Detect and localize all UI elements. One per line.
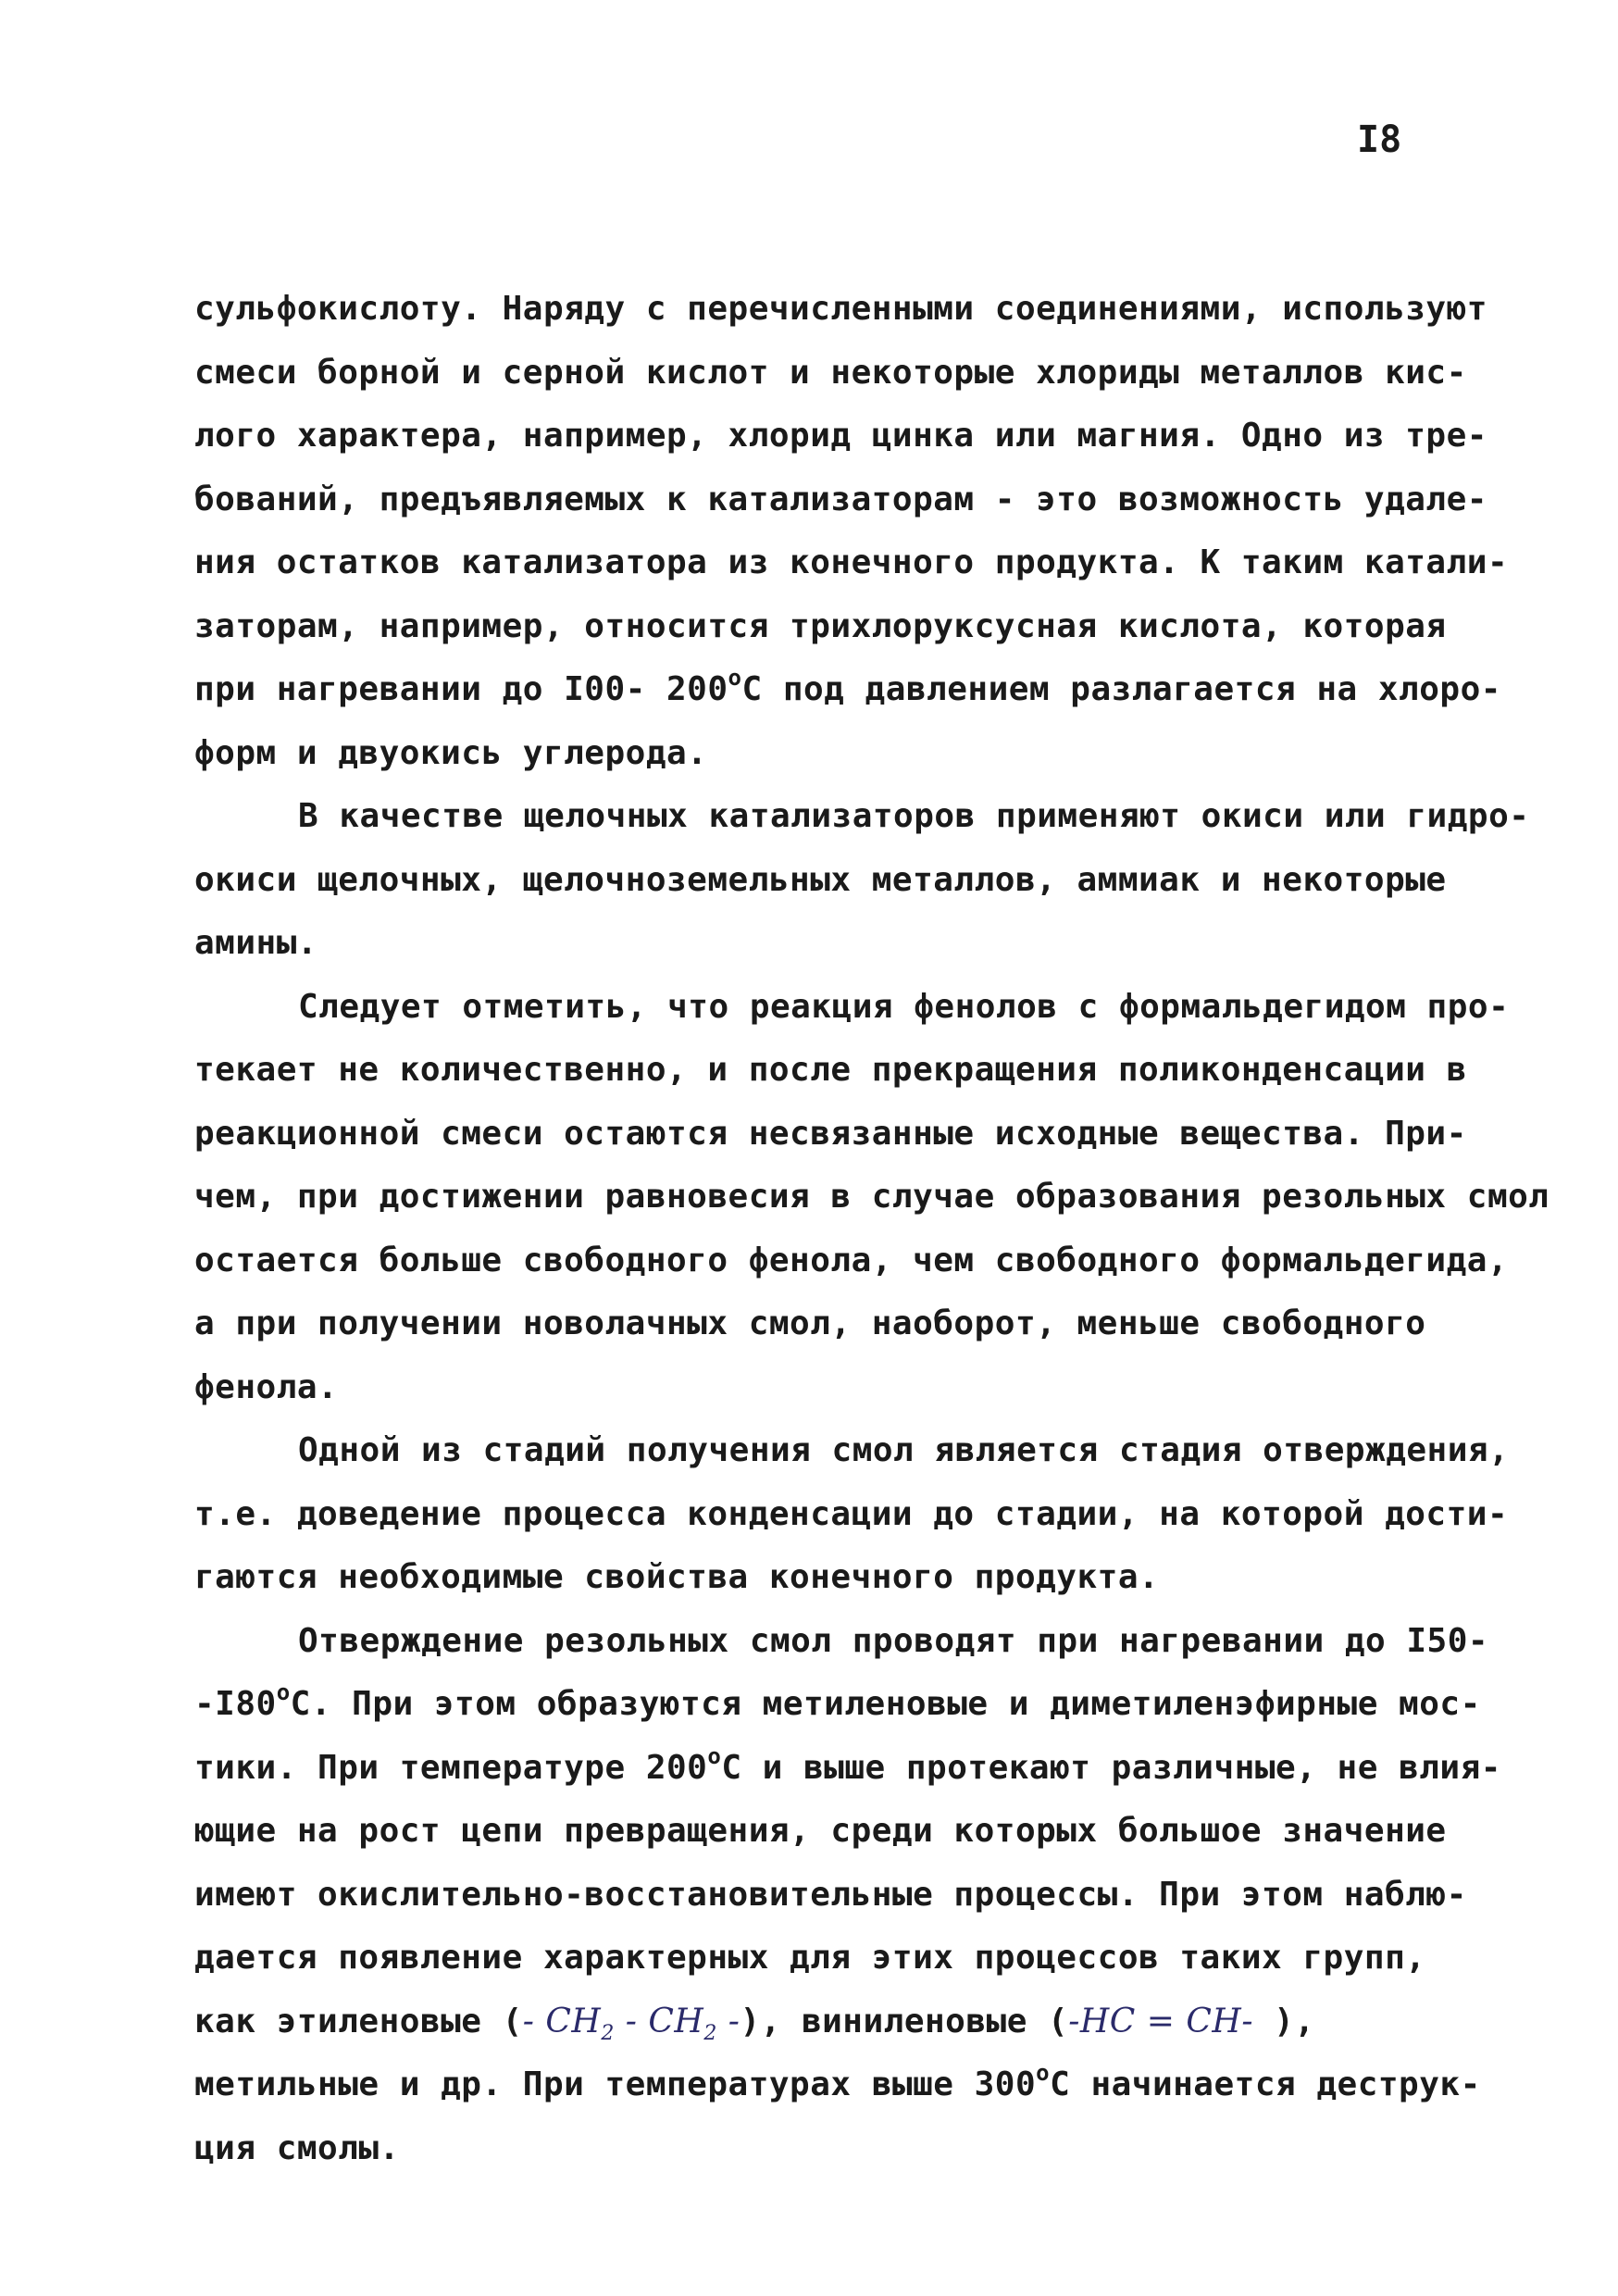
formula-line-middle: ), виниленовые ( — [740, 2002, 1069, 2040]
text-line: заторам, например, относится трихлоруксусная кислота, которая — [194, 606, 1447, 645]
text-line: -I80$^o$C. При этом образуются метиленовые и диметиленэфирные мос- — [194, 1679, 1481, 1723]
text-line: чем, при достижении равновесия в случае образования резольных смол — [194, 1178, 1550, 1216]
text-line: окиси щелочных, щелочноземельных металлов, аммиак и некоторые — [194, 860, 1447, 899]
text-line: бований, предъявляемых к катализаторам - это возможность удале- — [194, 480, 1487, 518]
text-lines — [194, 278, 1550, 1990]
text-line: при нагревании до I00- 200$^o$C под давлением разлагается на хлоро- — [194, 665, 1501, 708]
body-text — [194, 278, 1550, 2180]
text-line: ция смолы. — [194, 2128, 400, 2167]
text-line: Одной из стадий получения смол является стадия отверждения, — [298, 1431, 1510, 1469]
formula-line-suffix: ), — [1252, 2002, 1315, 2040]
text-line: фенола. — [194, 1367, 339, 1406]
formula-line-prefix: как этиленовые ( — [194, 2002, 523, 2040]
text-line: реакционной смеси остаются несвязанные исходные вещества. При- — [194, 1114, 1467, 1153]
text-line: текает не количественно, и после прекращения поликонденсации в — [194, 1051, 1467, 1089]
text-line: ния остатков катализатора из конечного продукта. К таким катали- — [194, 543, 1509, 581]
text-line: сульфокислоту. Наряду с перечисленными соединениями, используют — [194, 290, 1487, 328]
formula-line — [194, 1990, 1472, 2054]
text-line: амины. — [194, 924, 318, 962]
text-line: Следует отметить, что реакция фенолов с формальдегидом про- — [298, 987, 1510, 1026]
text-line: лого характера, например, хлорид цинка или магния. Одно из тре- — [194, 417, 1487, 455]
text-line: метильные и др. При температурах выше 300$^o$C начинается деструк- — [194, 2060, 1481, 2103]
text-line: имеют окислительно-восстановительные процессы. При этом наблю- — [194, 1875, 1467, 1914]
page-number: I8 — [1357, 119, 1402, 161]
ethylene-formula: - $CH_2 - CH_2$ - — [522, 2002, 741, 2045]
text-line: дается появление характерных для этих процессов таких групп, — [194, 1939, 1426, 1977]
text-line: т.е. доведение процесса конденсации до стадии, на которой дости- — [194, 1494, 1509, 1533]
text-line: форм и двуокись углерода. — [194, 733, 708, 772]
tail-lines — [194, 2053, 1481, 2180]
text-line: тики. При температуре 200$^o$C и выше протекают различные, не влия- — [194, 1742, 1501, 1787]
text-line: остается больше свободного фенола, чем свободного формальдегида, — [194, 1241, 1509, 1279]
text-line: В качестве щелочных катализаторов применяют окиси или гидро- — [298, 797, 1530, 835]
text-line: смеси борной и серной кислот и некоторые хлориды металлов кис- — [194, 353, 1467, 392]
vinylene-formula: -HC = CH- — [1068, 2002, 1253, 2040]
text-line: а при получении новолачных смол, наоборот, меньше свободного — [194, 1304, 1426, 1342]
text-line: гаются необходимые свойства конечного продукта. — [194, 1558, 1160, 1596]
text-line: ющие на рост цепи превращения, среди которых большое значение — [194, 1812, 1447, 1850]
text-line: Отверждение резольных смол проводят при нагревании до I50- — [298, 1621, 1489, 1660]
